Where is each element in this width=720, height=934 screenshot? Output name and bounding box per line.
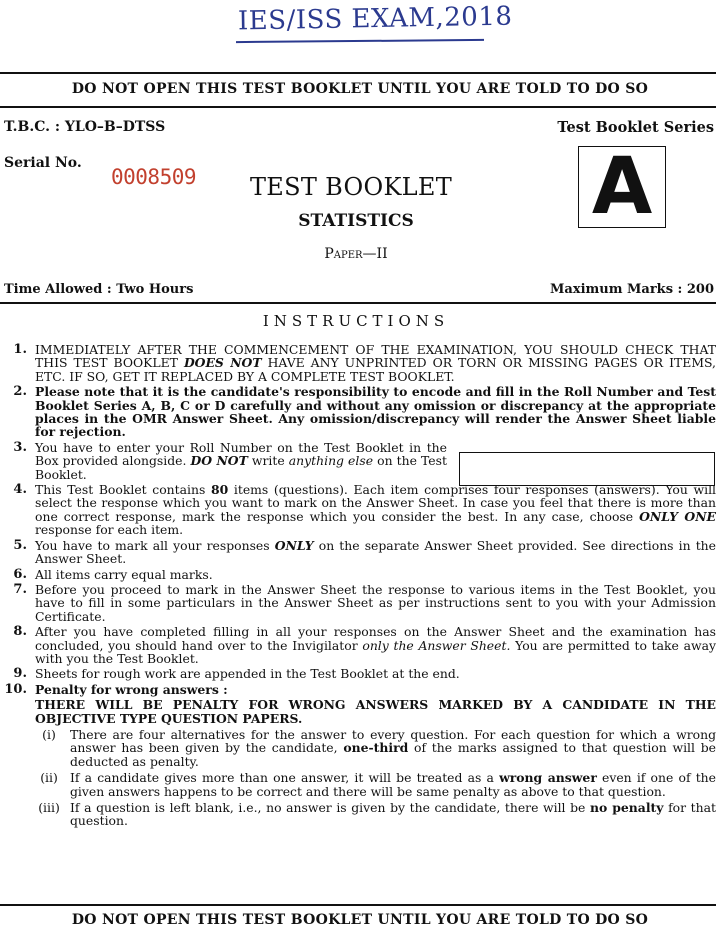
instruction-7 — [0, 583, 716, 623]
maximum-marks: Maximum Marks : 200 — [550, 282, 714, 297]
item-text: You are permitted to take away with you the Test Booklet. — [35, 637, 716, 666]
item-text: on the Test Booklet. — [35, 453, 447, 482]
penalty-rule-1 — [35, 728, 716, 768]
sub-number: (i) — [42, 726, 56, 742]
item-number: 4. — [13, 482, 27, 498]
instruction-6 — [0, 568, 716, 581]
item-text: IMMEDIATELY AFTER THE COMMENCEMENT OF THE EXAMINATION, YOU SHOULD CHECK THAT THIS TEST BOOKLET — [35, 342, 716, 371]
item-number: 6. — [13, 566, 27, 582]
instruction-4 — [0, 483, 716, 537]
paper-label: Paper—II — [324, 246, 388, 262]
subject-title: STATISTICS — [298, 211, 414, 231]
item-emphasis: no penalty — [590, 800, 664, 815]
item-text: response for each item. — [35, 522, 184, 538]
instruction-9 — [0, 667, 716, 680]
instruction-8 — [0, 625, 716, 665]
item-text: All items carry equal marks. — [35, 566, 213, 582]
item-text: If a question is left blank, i.e., no answer is given by the candidate, there will be — [70, 800, 590, 815]
header-rule — [0, 302, 716, 304]
item-text: You have to enter your Roll Number on the Test Booklet in the Box provided alongside. — [35, 439, 447, 469]
series-label: Test Booklet Series — [557, 119, 714, 136]
item-text: If a candidate gives more than one answer, it will be treated as a — [70, 770, 500, 786]
item-emphasis: one-third — [343, 740, 409, 756]
item-text: You have to mark all your responses — [35, 537, 275, 553]
item-number: 5. — [13, 537, 27, 553]
penalty-rule-3 — [35, 801, 716, 828]
time-allowed: Time Allowed : Two Hours — [4, 282, 194, 297]
item-emphasis: wrong answer — [499, 770, 597, 786]
item-text: This Test Booklet contains — [35, 482, 211, 498]
item-emphasis: DO NOT — [190, 453, 248, 469]
item-text: even if one of the given answers happens to be correct and there will be same penalty as above to that question. — [70, 770, 716, 799]
notice-bottom: DO NOT OPEN THIS TEST BOOKLET UNTIL YOU ARE TOLD TO DO SO — [71, 912, 649, 928]
item-number: 8. — [13, 624, 27, 640]
item-emphasis: DOES NOT — [183, 355, 262, 371]
penalty-notice: THERE WILL BE PENALTY FOR WRONG ANSWERS MARKED BY A CANDIDATE IN THE OBJECTIVE TYPE QUESTION PAPERS. — [35, 697, 716, 726]
item-text: Before you proceed to mark in the Answer Sheet the response to various items in the Test Booklet, you have to fill in some particulars in the Answer Sheet as per instructions sent to you with your Admission Certificate. — [35, 581, 716, 624]
item-number: 10. — [4, 681, 27, 697]
item-number: 9. — [13, 666, 27, 682]
item-number: 3. — [13, 439, 27, 455]
roll-number-box[interactable] — [459, 452, 715, 486]
instruction-5 — [0, 539, 716, 566]
item-text: items (questions). Each item comprises four responses (answers). You will select the response which you want to mark on the Answer Sheet. In case you feel that there is more than one correct response, mark the response which you consider the best. In any case, choose — [35, 482, 716, 524]
item-text: for that question. — [70, 800, 716, 829]
item-number: 1. — [13, 342, 27, 357]
top-rule — [0, 72, 716, 74]
instruction-1 — [0, 343, 716, 383]
item-number: 7. — [13, 581, 27, 597]
item-emphasis: anything else — [288, 453, 374, 469]
serial-number: 0008509 — [111, 165, 197, 189]
sub-number: (ii) — [40, 770, 58, 786]
item-number: 2. — [13, 384, 27, 400]
item-text: of the marks assigned to that question will be deducted as penalty. — [70, 740, 716, 769]
item-text: Sheets for rough work are appended in the Test Booklet at the end. — [35, 666, 460, 682]
serial-label: Serial No. — [4, 155, 82, 171]
item-emphasis: ONLY — [274, 537, 314, 553]
instruction-2 — [0, 385, 716, 439]
handwritten-underline — [236, 39, 484, 43]
notice-top: DO NOT OPEN THIS TEST BOOKLET UNTIL YOU ARE TOLD TO DO SO — [71, 81, 649, 97]
item-text: HAVE ANY UNPRINTED OR TORN OR MISSING PAGES OR ITEMS, ETC. IF SO, GET IT REPLACED BY A COMPLETE TEST BOOKLET. — [35, 355, 716, 384]
notice-top-rule — [0, 106, 716, 108]
instruction-10 — [0, 683, 716, 828]
item-text: on the separate Answer Sheet provided. See directions in the Answer Sheet. — [35, 537, 716, 567]
notice-bottom-rule — [0, 904, 716, 906]
booklet-title: TEST BOOKLET — [250, 173, 453, 201]
item-text: After you have completed filling in all your responses on the Answer Sheet and the examination has concluded, you should hand over to the Invigilator — [35, 624, 716, 653]
instructions-heading: INSTRUCTIONS — [262, 312, 450, 330]
instructions-list — [0, 343, 716, 830]
item-emphasis: ONLY ONE — [639, 508, 716, 524]
handwritten-exam-note: IES/ISS EXAM,2018 — [237, 1, 513, 37]
item-text: write — [247, 453, 289, 469]
penalty-heading: Penalty for wrong answers : — [35, 681, 228, 697]
item-text: Please note that it is the candidate's responsibility to encode and fill in the Roll Number and Test Booklet Series A, B, C or D carefully and without any omission or discrepancy at the appropriate places in the OMR Answer Sheet. Any omission/discrepancy will render the Answer Sheet liable for rejection. — [35, 384, 716, 440]
tbc-code: T.B.C. : YLO–B–DTSS — [4, 119, 166, 135]
series-letter: A — [591, 142, 653, 232]
item-emphasis: 80 — [210, 482, 229, 498]
sub-number: (iii) — [38, 800, 60, 815]
item-emphasis: only the Answer Sheet. — [362, 637, 511, 653]
penalty-rule-2 — [35, 771, 716, 798]
item-text: There are four alternatives for the answer to every question. For each question for which a wrong answer has been given by the candidate, — [70, 726, 716, 756]
